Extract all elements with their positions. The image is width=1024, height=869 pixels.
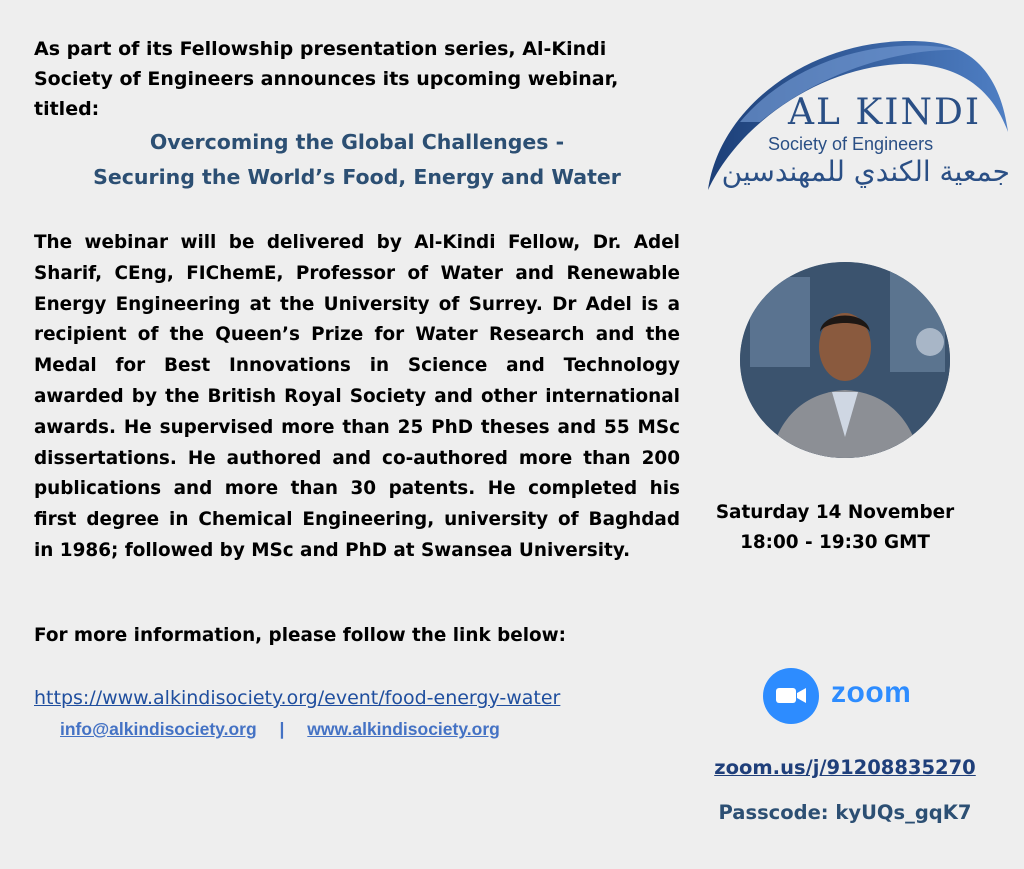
event-time: 18:00 - 19:30 GMT: [740, 532, 930, 553]
speaker-portrait-icon: [740, 262, 950, 458]
website-link[interactable]: www.alkindisociety.org: [307, 719, 500, 739]
event-datetime: [700, 498, 970, 558]
email-link[interactable]: info@alkindisociety.org: [60, 719, 257, 739]
announcement-text: [34, 34, 680, 709]
al-kindi-logo: [700, 22, 1010, 197]
zoom-passcode: Passcode: kyUQs_gqK7: [718, 801, 972, 824]
webinar-title: [34, 125, 680, 195]
event-link[interactable]: https://www.alkindisociety.org/event/food-energy-water: [34, 687, 561, 709]
zoom-logo: [763, 668, 923, 728]
logo-subtitle: Society of Engineers: [768, 134, 934, 154]
zoom-camera-icon: [763, 668, 819, 724]
contact-separator: |: [279, 719, 285, 739]
logo-name: AL KINDI: [788, 92, 982, 133]
contact-line: [60, 719, 500, 740]
more-info-text: For more information, please follow the link below:: [34, 625, 567, 646]
webinar-title-line2: Securing the World’s Food, Energy and Water: [93, 165, 621, 189]
zoom-wordmark: zoom: [831, 676, 912, 709]
zoom-meeting-link[interactable]: zoom.us/j/91208835270: [714, 756, 976, 779]
logo-arabic-name: جمعية الكندي للمهندسين: [721, 155, 1010, 188]
speaker-photo: [740, 262, 950, 458]
webinar-title-line1: Overcoming the Global Challenges -: [149, 130, 565, 154]
speaker-bio: The webinar will be delivered by Al-Kindi Fellow, Dr. Adel Sharif, CEng, FIChemE, Professor of Water and Renewable Energy Engineering at the University of Surrey. Dr Adel is a recipient of the Queen’s Prize for Water Research and the Medal for Best Innovations in Science and Technology awarded by the British Royal Society and other international awards. He supervised more than 25 PhD theses and 55 MSc dissertations. He authored and co-authored more than 200 publications and more than 30 patents. He completed his first degree in Chemical Engineering, university of Baghdad in 1986; followed by MSc and PhD at Swansea University.: [34, 232, 680, 561]
event-date: Saturday 14 November: [715, 502, 955, 523]
intro-text: As part of its Fellowship presentation series, Al-Kindi Society of Engineers announces its upcoming webinar, titled:: [34, 38, 619, 120]
